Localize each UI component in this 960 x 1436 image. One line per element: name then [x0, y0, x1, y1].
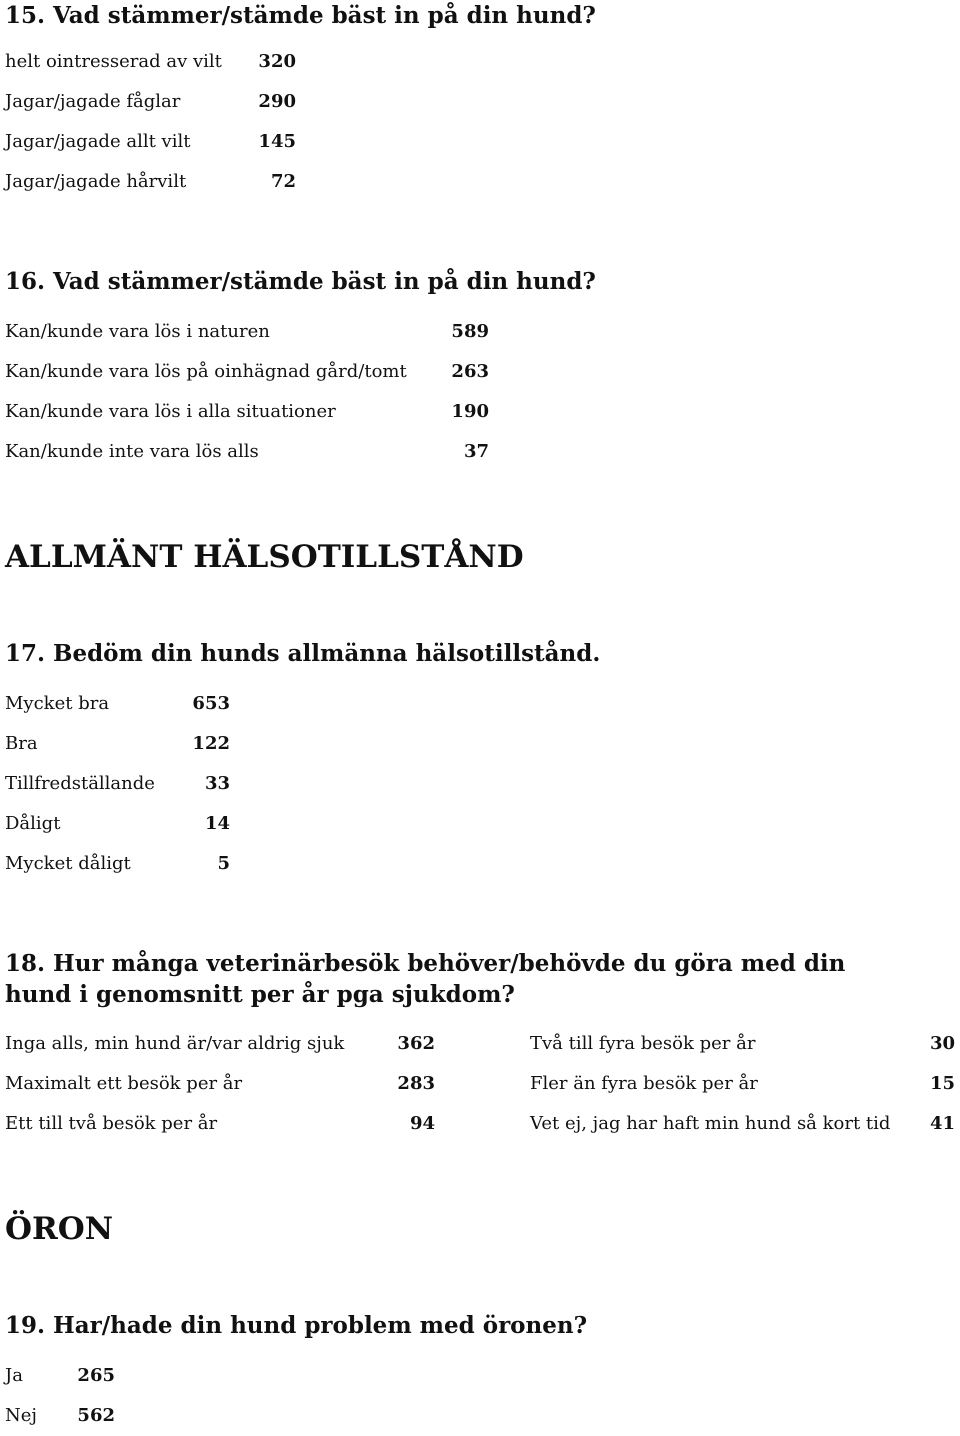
row-value: 190: [451, 401, 489, 422]
table-row: [5, 1024, 435, 1064]
section-heading-ears: ÖRON: [5, 1211, 114, 1247]
row-value: 122: [192, 733, 230, 754]
table-row: [5, 684, 235, 724]
row-label: Jagar/jagade fåglar: [5, 91, 181, 112]
table-row: [5, 312, 500, 352]
question-18-title: 18. Hur många veterinärbesök behöver/behövde du göra med din hund i genomsnitt per år pga sjukdom?: [5, 950, 846, 1008]
row-label: Två till fyra besök per år: [530, 1033, 756, 1054]
row-value: 5: [217, 853, 230, 874]
table-row: [5, 1064, 435, 1104]
question-15-table: [5, 42, 305, 202]
row-value: 653: [192, 693, 230, 714]
row-label: Mycket bra: [5, 693, 110, 714]
question-18-table-right: [530, 1024, 955, 1144]
table-row: [5, 1356, 115, 1396]
row-label: Maximalt ett besök per år: [5, 1073, 243, 1094]
table-row: [5, 42, 305, 82]
table-row: [5, 844, 235, 884]
table-row: [5, 392, 500, 432]
question-17-table: [5, 684, 235, 884]
row-label: Kan/kunde vara lös i alla situationer: [5, 401, 336, 422]
table-row: [5, 724, 235, 764]
question-15-title: 15. Vad stämmer/stämde bäst in på din hund?: [5, 2, 596, 29]
row-value: 562: [77, 1405, 115, 1426]
row-value: 33: [204, 773, 230, 794]
row-label: Mycket dåligt: [5, 853, 131, 874]
row-label: Kan/kunde inte vara lös alls: [5, 441, 259, 462]
row-value: 320: [258, 51, 296, 72]
row-value: 30: [929, 1033, 955, 1054]
table-row: [5, 432, 500, 472]
table-row: [5, 352, 500, 392]
question-17-title: 17. Bedöm din hunds allmänna hälsotillstånd.: [5, 640, 601, 667]
row-value: 72: [270, 171, 296, 192]
row-value: 14: [204, 813, 230, 834]
row-label: Jagar/jagade hårvilt: [5, 171, 187, 192]
table-row: [5, 764, 235, 804]
row-value: 41: [929, 1113, 955, 1134]
row-value: 15: [929, 1073, 955, 1094]
section-heading-general-health: ALLMÄNT HÄLSOTILLSTÅND: [5, 539, 524, 575]
row-label: Jagar/jagade allt vilt: [5, 131, 191, 152]
row-label: Kan/kunde vara lös på oinhägnad gård/tomt: [5, 361, 407, 382]
row-value: 37: [463, 441, 489, 462]
row-label: Ja: [5, 1365, 23, 1386]
table-row: [5, 1396, 115, 1436]
table-row: [5, 804, 235, 844]
table-row: [5, 1104, 435, 1144]
question-16-table: [5, 312, 500, 472]
row-label: Nej: [5, 1405, 37, 1426]
row-value: 263: [451, 361, 489, 382]
question-18-table-left: [5, 1024, 435, 1144]
table-row: [530, 1064, 955, 1104]
row-value: 362: [397, 1033, 435, 1054]
table-row: [5, 82, 305, 122]
row-label: helt ointresserad av vilt: [5, 51, 222, 72]
row-value: 265: [77, 1365, 115, 1386]
row-value: 145: [258, 131, 296, 152]
table-row: [530, 1024, 955, 1064]
row-label: Tillfredställande: [5, 773, 155, 794]
row-label: Kan/kunde vara lös i naturen: [5, 321, 270, 342]
question-19-title: 19. Har/hade din hund problem med öronen?: [5, 1312, 588, 1339]
row-label: Ett till två besök per år: [5, 1113, 218, 1134]
row-value: 283: [397, 1073, 435, 1094]
row-value: 589: [451, 321, 489, 342]
row-label: Bra: [5, 733, 38, 754]
row-label: Dåligt: [5, 813, 61, 834]
question-16-title: 16. Vad stämmer/stämde bäst in på din hund?: [5, 268, 596, 295]
question-19-table: [5, 1356, 115, 1436]
row-label: Vet ej, jag har haft min hund så kort tid: [530, 1113, 891, 1134]
table-row: [5, 122, 305, 162]
row-value: 94: [409, 1113, 435, 1134]
row-value: 290: [258, 91, 296, 112]
row-label: Inga alls, min hund är/var aldrig sjuk: [5, 1033, 345, 1054]
row-label: Fler än fyra besök per år: [530, 1073, 758, 1094]
table-row: [5, 162, 305, 202]
table-row: [530, 1104, 955, 1144]
